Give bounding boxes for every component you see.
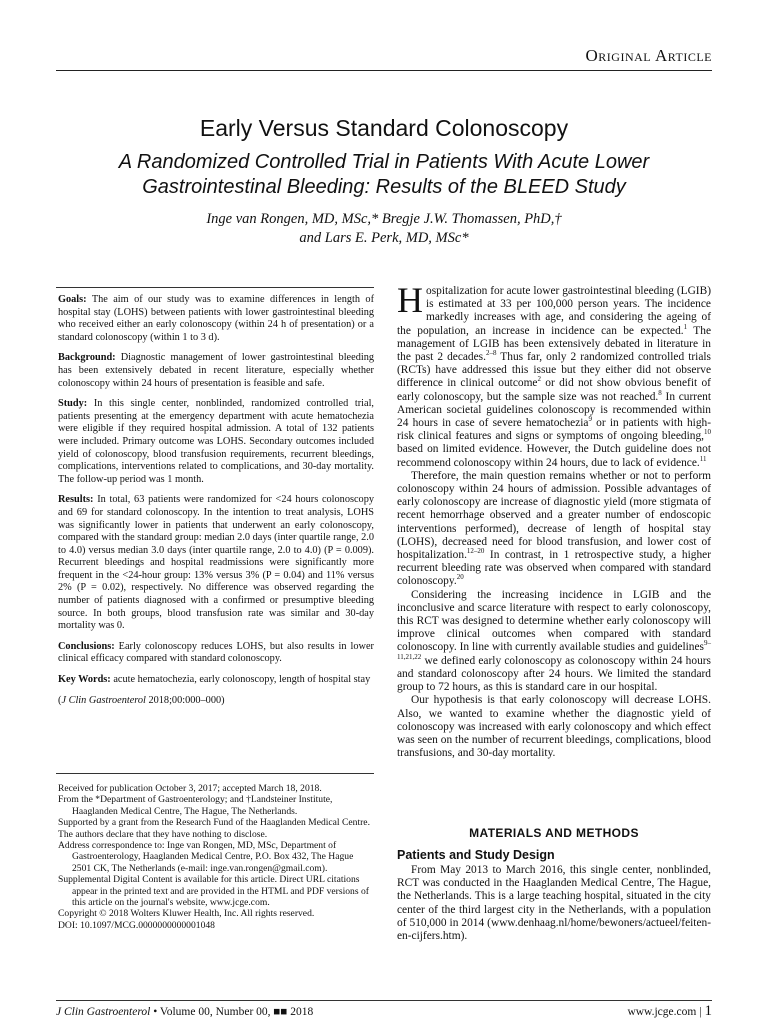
keywords-text: acute hematochezia, early colonoscopy, length of hospital stay: [113, 674, 371, 686]
intro-paragraph-4: Our hypothesis is that early colonoscopy will decrease LOHS. Also, we wanted to examine whether the diagnostic yield of colonoscopy was increased with early colonoscopy and which effect was seen on the number of recurrent bleedings, complications, blood transfusions, and 30-day mortality.: [397, 694, 711, 760]
conclusions-text: Early colonoscopy reduces LOHS, but also results in lower clinical efficacy compared with standard colonoscopy.: [58, 640, 374, 665]
citation-rest: 2018;00:000–000): [145, 694, 225, 706]
footer-volume: • Volume 00, Number 00,: [150, 1006, 274, 1018]
abstract-background: [58, 352, 374, 390]
methods-body: [397, 864, 711, 943]
footer-journal: J Clin Gastroenterol: [56, 1006, 151, 1018]
study-text: In this single center, nonblinded, randomized controlled trial, patients presenting at the emergency department with acute hematochezia were eligible if they required hospital admission. A total of 132 patients were included. Primary outcome was LOHS. Secondary outcomes included yield of colonoscopy, blood transfusion requirements, recurrent bleedings, complications, interventions related to complications, and 30-day mortality. The follow-up period was 1 month.: [58, 398, 375, 485]
footnote-doi: DOI: 10.1097/MCG.0000000000001048: [58, 919, 215, 931]
footer-rule: [56, 1000, 712, 1001]
ref-link[interactable]: 12–20: [466, 547, 485, 556]
methods-paragraph-1: From May 2013 to March 2016, this single center, nonblinded, RCT was conducted in the Haaglanden Medical Centre, The Hague, the Netherlands. This is a large teaching hospital, situated in the city center of the third largest city in the Netherlands, with a population of 510,000 in 2014 (www.denhaag.nl/home/bewoners/actueel/feiten-en-cijfers.htm).: [397, 864, 711, 943]
footnote-copyright: Copyright © 2018 Wolters Kluwer Health, Inc. All rights reserved.: [58, 908, 315, 920]
subsection-heading: Patients and Study Design: [397, 848, 555, 862]
abstract-keywords: [58, 674, 374, 687]
ref-link[interactable]: 11: [699, 454, 707, 463]
footnote-supplemental: Supplemental Digital Content is available for this article. Direct URL citations appear in the printed text and are provided in the HTML and PDF versions of this article on the journal's website, www.jcge.com.: [58, 874, 369, 909]
abstract-citation: (J Clin Gastroenterol 2018;00:000–000): [58, 694, 225, 706]
conclusions-label: Conclusions:: [58, 640, 115, 652]
footnote-affiliation: From the *Department of Gastroenterology; and †Landsteiner Institute, Haaglanden Medical Centre, The Hague, The Netherlands.: [58, 794, 333, 817]
ref-link[interactable]: 1: [683, 322, 688, 331]
footer-website[interactable]: www.jcge.com |: [627, 1006, 702, 1018]
footer-squares: ■■: [273, 1006, 288, 1018]
abstract-goals: [58, 294, 374, 344]
ref-link[interactable]: 10: [704, 428, 711, 437]
footer-journal-info: [56, 1006, 313, 1018]
introduction: [397, 280, 712, 760]
authors-line-1: Inge van Rongen, MD, MSc,* Bregje J.W. Thomassen, PhD,†: [206, 211, 562, 227]
abstract-results: [58, 494, 374, 633]
footer-site-page: [627, 1003, 712, 1020]
background-text: Diagnostic management of lower gastrointestinal bleeding has been extensively debated in recent literature, especially whether colonoscopy within 24 hours of presentation is feasible and safe.: [58, 352, 375, 389]
footnote-correspondence: Address correspondence to: Inge van Rongen, MD, MSc, Department of Gastroenterology, Haaglanden Medical Centre, P.O. Box 432, The Hague 2501 CK, The Netherlands (e-mail: inge.van.rongen@gmail.com).: [58, 840, 354, 874]
keywords-label: Key Words:: [58, 674, 111, 686]
footnote-funding: Supported by a grant from the Research Fund of the Haaglanden Medical Centre.: [58, 817, 370, 829]
methods-heading: MATERIALS AND METHODS: [469, 826, 639, 840]
intro-paragraph-3: Considering the increasing incidence in LGIB and the inconclusive and scarce literature with respect to early colonoscopy, this RCT was designed to determine whether early colonoscopy will improve clinical outcomes when compared with standard colonoscopy. In line with currently available studies and guidelines$^{9-11,21,22}$ we defined early colonoscopy as colonoscopy within 24 hours and standard colonoscopy after 24 hours. We limited the standard group to 72 hours, as this is standard care in our hospital.: [397, 588, 711, 694]
ref-link[interactable]: 8: [658, 388, 662, 397]
abstract-top-rule: [56, 287, 374, 288]
ref-link[interactable]: 9: [588, 415, 592, 424]
authors-line-2: and Lars E. Perk, MD, MSc*: [299, 230, 469, 246]
goals-text: The aim of our study was to examine differences in length of hospital stay (LOHS) between patients with lower gastrointestinal bleeding who received either an early colonoscopy (within 24 h of presentation) or a standard colonoscopy (within 1 to 3 d).: [58, 294, 375, 343]
abstract-conclusions: [58, 641, 374, 666]
intro-paragraph-2: Therefore, the main question remains whether or not to perform colonoscopy within 24 hours of admission. Possible advantages of early colonoscopy are increase of diagnostic yield (more stigmata of recent hemorrhage observed and a greater number of endoscopic interventions performed), decrease of length of hospital stay (LOHS), decreased need for blood transfusion, and lower cost of hospitalization.$^{12-20}$ In contrast, in 1 retrospective study, a higher recurrent bleeding rate was observed when compared with standard colonoscopy.$^{20}$: [397, 469, 711, 588]
footnotes: [58, 783, 374, 931]
goals-label: Goals:: [58, 294, 87, 305]
study-label: Study:: [58, 398, 88, 410]
abstract-bottom-rule: [56, 773, 374, 774]
results-text: In total, 63 patients were randomized for <24 hours colonoscopy and 69 for standard colonoscopy. In the intention to treat analysis, LOHS was significantly lower in patients that underwent an early colonoscopy, compared with the standard group: median 2.0 days (inter quartile range, 2.0 to 4.0) versus median 3.0 days (inter quartile range, 2.0 to 4.0) (P = 0.009). Recurrent bleedings and hospital readmissions were significantly more frequent in the <24-hour group: 13% versus 3% (P = 0.04) and 11% versus 2% (P = 0.02), respectively. No difference was observed regarding the number of patients diagnosed with a confirmed or presumptive bleeding source. In both groups, blood transfusion rate was similar and 30-day mortality was 0.: [58, 494, 375, 632]
section-label: Original Article: [585, 46, 712, 65]
author-list: [120, 210, 648, 248]
top-rule: [56, 70, 712, 71]
page-number: 1: [704, 1003, 712, 1019]
citation-journal: J Clin Gastroenterol: [61, 694, 146, 706]
footnote-disclosure: The authors declare that they have nothing to disclose.: [58, 828, 268, 840]
ref-link[interactable]: 20: [456, 573, 464, 582]
intro-paragraph-1: Hospitalization for acute lower gastrointestinal bleeding (LGIB) is estimated at 33 per 100,000 person years. The incidence markedly increases with age, and considering the ageing of the population, an increase in incidence can be expected.$^1$ The management of LGIB has been extensively debated in literature in the past 2 decades.$^{2-8}$ Thus far, only 2 randomized controlled trials (RCTs) have addressed this issue but they either did not observe difference in clinical outcome$^2$ or did not show obvious benefit of early colonoscopy, but the sample size was not reached.$^8$ In current American societal guidelines colonoscopy is recommended within 24 hours in case of severe hematochezia$^9$ or in patients with high-risk clinical features and signs or symptoms of ongoing bleeding,$^{10}$ based on limited evidence. However, the Dutch guideline does not recommend colonoscopy within 24 hours, due to lack of evidence.$^{11}$: [397, 280, 712, 469]
abstract-study: [58, 398, 374, 486]
article-title: Early Versus Standard Colonoscopy: [199, 115, 569, 141]
drop-cap: H: [397, 280, 423, 320]
footer-year: 2018: [287, 1006, 314, 1018]
article-subtitle: A Randomized Controlled Trial in Patients With Acute Lower Gastrointestinal Bleeding: Results of the BLEED Study: [118, 151, 650, 198]
ref-link[interactable]: 9–11,21,22: [397, 639, 711, 661]
results-label: Results:: [58, 494, 94, 506]
ref-link[interactable]: 2: [537, 375, 541, 384]
footnote-received: Received for publication October 3, 2017; accepted March 18, 2018.: [58, 783, 322, 794]
abstract: [58, 294, 374, 715]
background-label: Background:: [58, 352, 116, 364]
ref-link[interactable]: 2–8: [485, 349, 497, 358]
